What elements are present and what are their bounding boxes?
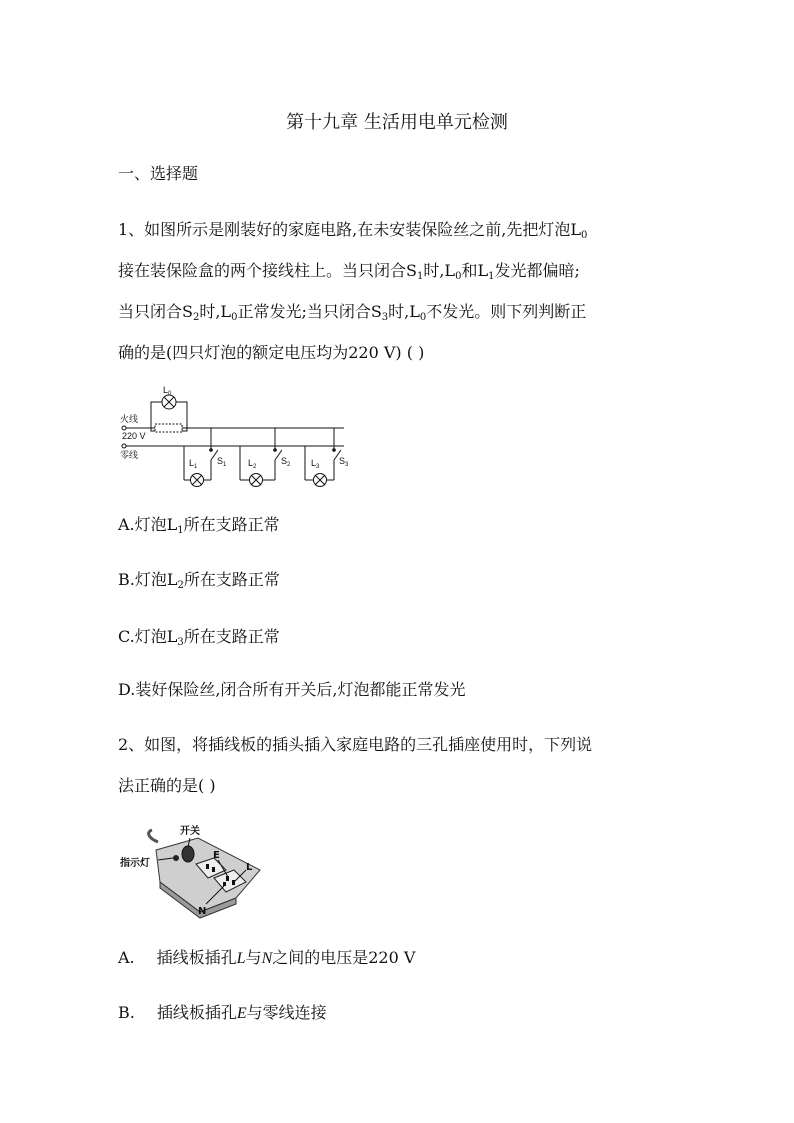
label-l0: $L_0$ [163, 385, 172, 397]
q1-option-a: A.灯泡$L_1$所在支路正常 [118, 515, 280, 536]
q1-line-4: 确的是(四只灯泡的额定电压均为220 V) ( ) [118, 343, 425, 362]
label-live: 火线 [120, 414, 139, 424]
label-e: E [213, 850, 220, 861]
switch-icon [182, 846, 194, 862]
power-strip-figure [118, 820, 268, 920]
q2-option-a: A. 插线板插孔L与N之间的电压是220 V [118, 948, 416, 967]
q1-line-2: 接在装保险盒的两个接线柱上。当只闭合$S_1$时$,L_0$和$L_1$发光都偏暗; [118, 261, 580, 282]
label-neutral: 零线 [120, 450, 139, 460]
q1-option-b: B.灯泡$L_2$所在支路正常 [118, 570, 280, 591]
label-voltage: 220 V [122, 431, 146, 441]
label-switch: 开关 [180, 826, 200, 837]
q2-option-b: B. 插线板插孔E与零线连接 [118, 1003, 327, 1022]
label-indicator: 指示灯 [120, 858, 150, 869]
page-title: 第十九章 生活用电单元检测 [286, 112, 508, 133]
label-l2: $L_2$ [248, 458, 257, 470]
label-l1: $L_1$ [189, 458, 198, 470]
label-l3: $L_3$ [311, 458, 320, 470]
q2-line-2: 法正确的是( ) [118, 776, 216, 795]
label-s1: $S_1$ [217, 456, 227, 468]
fuse-box [155, 424, 182, 432]
label-s3: $S_3$ [339, 456, 349, 468]
branch-3 [305, 428, 349, 487]
branch-2 [240, 428, 291, 487]
section-heading: 一、选择题 [118, 164, 199, 183]
indicator-light-icon [173, 855, 179, 861]
q1-option-d: D.装好保险丝,闭合所有开关后,灯泡都能正常发光 [118, 680, 466, 699]
q2-line-1: 2、如图，将插线板的插头插入家庭电路的三孔插座使用时，下列说 [118, 735, 593, 754]
label-n: N [198, 906, 207, 917]
q1-line-3: 当只闭合$S_2$时$,L_0$正常发光;当只闭合$S_3$时$,L_0$不发光。则下列判断正 [118, 302, 587, 323]
circuit-diagram [118, 384, 358, 492]
q1-option-c: C.灯泡$L_3$所在支路正常 [118, 627, 280, 648]
branch-1 [184, 428, 227, 487]
label-l: L [246, 862, 253, 873]
label-s2: $S_2$ [281, 456, 291, 468]
q1-line-1: 1、如图所示是刚装好的家庭电路,在未安装保险丝之前,先把灯泡$L_0$ [118, 220, 588, 241]
